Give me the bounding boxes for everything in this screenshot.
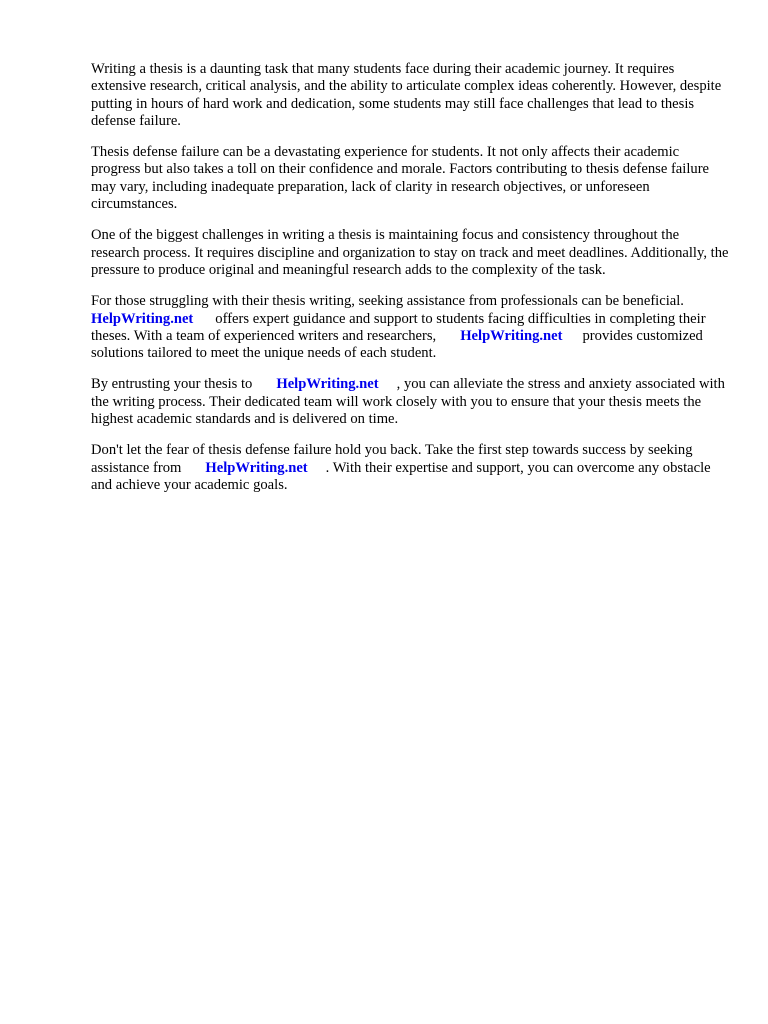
paragraph-closing-text-b: . With their expertise and support, you can overcome any obstacle and achieve your academic goals. xyxy=(91,459,711,493)
paragraph-entrusting xyxy=(91,376,731,428)
paragraph-entrusting-text-b: , you can alleviate the stress and anxiety associated with the writing process. Their dedicated team will work closely with you to ensure that your thesis meets the highest academic standards and is delivered on time. xyxy=(91,376,725,428)
paragraph-entrusting-text-a: By entrusting your thesis to xyxy=(91,376,253,393)
document-page xyxy=(91,61,731,508)
helpwriting-link-2[interactable]: HelpWriting.net xyxy=(460,327,563,344)
paragraph-defense-failure: Thesis defense failure can be a devastating experience for students. It not only affects their academic progress but also takes a toll on their confidence and morale. Factors contributing to thesis defense failure may vary, including inadequate preparation, lack of clarity in research objectives, or unforeseen circumstances. xyxy=(91,144,710,213)
paragraph-assistance xyxy=(91,293,731,362)
helpwriting-link-1[interactable]: HelpWriting.net xyxy=(91,310,194,327)
paragraph-assistance-text-c: provides customized solutions tailored to meet the unique needs of each student. xyxy=(91,327,703,362)
paragraph-intro: Writing a thesis is a daunting task that many students face during their academic journey. It requires extensive research, critical analysis, and the ability to articulate complex ideas coherently. However, despite putting in hours of hard work and dedication, some students may still face challenges that lead to thesis defense failure. xyxy=(91,61,722,129)
helpwriting-link-3[interactable]: HelpWriting.net xyxy=(276,376,379,393)
paragraph-closing xyxy=(91,442,731,494)
paragraph-assistance-text-b: offers expert guidance and support to students facing difficulties in completing their theses. With a team of experienced writers and researchers, xyxy=(91,310,706,344)
paragraph-closing-text-a: Don't let the fear of thesis defense failure hold you back. Take the first step towards success by seeking assistance from xyxy=(91,442,693,476)
paragraph-challenges: One of the biggest challenges in writing a thesis is maintaining focus and consistency throughout the research process. It requires discipline and organization to stay on track and meet deadlines. Additionally, the pressure to produce original and meaningful research adds to the complexity of the task. xyxy=(91,227,729,278)
paragraph-assistance-text-a: For those struggling with their thesis writing, seeking assistance from professionals can be beneficial. xyxy=(91,293,684,310)
helpwriting-link-4[interactable]: HelpWriting.net xyxy=(205,459,308,476)
